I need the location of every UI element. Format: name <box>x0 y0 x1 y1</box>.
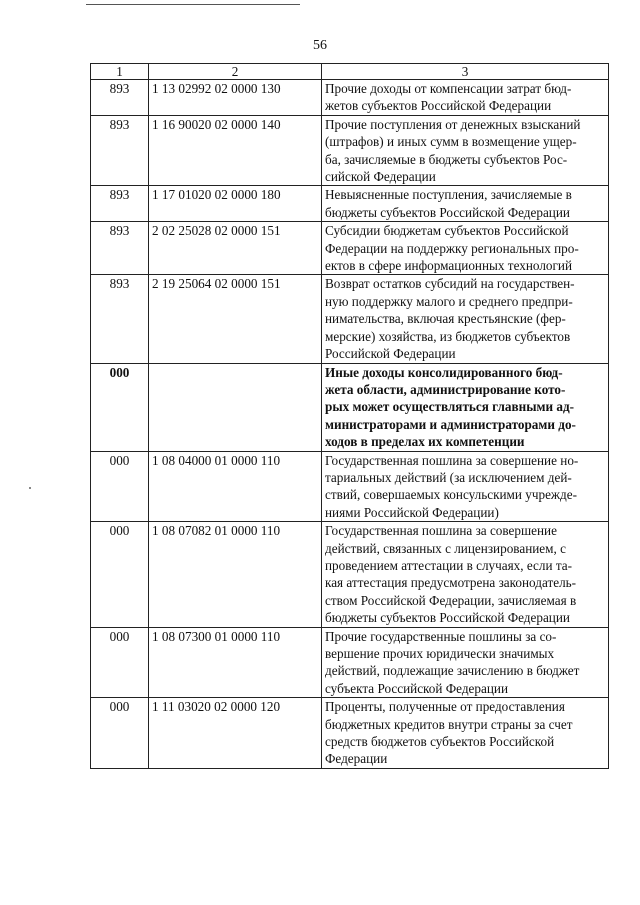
revenue-name: Субсидии бюджетам субъектов Российской Федерации на поддержку региональных про- ектов в сфере информационных технологий <box>322 222 609 275</box>
revenue-name: Невыясненные поступления, зачисляемые в бюджеты субъектов Российской Федерации <box>322 186 609 222</box>
budget-classification-code <box>149 363 322 451</box>
page-number: 56 <box>313 38 327 53</box>
header-col-3: 3 <box>322 64 609 80</box>
administrator-code: 000 <box>91 627 149 698</box>
administrator-code: 893 <box>91 115 149 186</box>
revenue-name: Прочие доходы от компенсации затрат бюд- жетов субъектов Российской Федерации <box>322 80 609 116</box>
section-heading: Иные доходы консолидированного бюд- жета области, администрирование кото- рых может осуществляться главными ад- министраторами и администраторами до- ходов в пределах их компетенции <box>322 363 609 451</box>
administrator-code: 000 <box>91 522 149 627</box>
table-row <box>91 186 609 222</box>
administrator-code: 893 <box>91 80 149 116</box>
budget-classification-code: 1 08 07082 01 0000 110 <box>149 522 322 627</box>
top-rule <box>86 4 300 5</box>
budget-classification-code: 2 19 25064 02 0000 151 <box>149 275 322 363</box>
budget-classification-code: 1 17 01020 02 0000 180 <box>149 186 322 222</box>
budget-classification-code: 2 02 25028 02 0000 151 <box>149 222 322 275</box>
revenue-codes-table <box>90 63 609 769</box>
administrator-code: 893 <box>91 275 149 363</box>
table-row <box>91 275 609 363</box>
revenue-name: Государственная пошлина за совершение но- тариальных действий (за исключением дей- ствий, совершаемых консульскими учрежде- ниями Российской Федерации) <box>322 451 609 522</box>
table-header-row <box>91 64 609 80</box>
section-heading-row <box>91 363 609 451</box>
header-col-1: 1 <box>91 64 149 80</box>
table-row <box>91 627 609 698</box>
revenue-name: Проценты, полученные от предоставления бюджетных кредитов внутри страны за счет средств бюджетов субъектов Российской Федерации <box>322 698 609 769</box>
administrator-code: 000 <box>91 363 149 451</box>
table-row <box>91 451 609 522</box>
budget-classification-code: 1 08 04000 01 0000 110 <box>149 451 322 522</box>
revenue-name: Прочие государственные пошлины за со- вершение прочих юридически значимых действий, подлежащие зачислению в бюджет субъекта Российской Федерации <box>322 627 609 698</box>
revenue-name: Прочие поступления от денежных взысканий (штрафов) и иных сумм в возмещение ущер- ба, зачисляемые в бюджеты субъектов Рос- сийской Федерации <box>322 115 609 186</box>
administrator-code: 893 <box>91 186 149 222</box>
administrator-code: 000 <box>91 451 149 522</box>
revenue-name: Возврат остатков субсидий на государствен- ную поддержку малого и среднего предпри- нимательства, включая крестьянские (фер- мерские) хозяйства, из бюджетов субъектов Российской Федерации <box>322 275 609 363</box>
budget-classification-code: 1 08 07300 01 0000 110 <box>149 627 322 698</box>
table-row <box>91 80 609 116</box>
table-row <box>91 222 609 275</box>
budget-classification-code: 1 13 02992 02 0000 130 <box>149 80 322 116</box>
header-col-2: 2 <box>149 64 322 80</box>
margin-mark <box>29 487 31 489</box>
revenue-name: Государственная пошлина за совершение действий, связанных с лицензированием, с проведением аттестации в случаях, если та- кая аттестация предусмотрена законодатель- ством Российской Федерации, зачисляемая в бюджеты субъектов Российской Федерации <box>322 522 609 627</box>
table-row <box>91 698 609 769</box>
budget-classification-code: 1 11 03020 02 0000 120 <box>149 698 322 769</box>
administrator-code: 000 <box>91 698 149 769</box>
administrator-code: 893 <box>91 222 149 275</box>
table-row <box>91 115 609 186</box>
table-row <box>91 522 609 627</box>
budget-classification-code: 1 16 90020 02 0000 140 <box>149 115 322 186</box>
